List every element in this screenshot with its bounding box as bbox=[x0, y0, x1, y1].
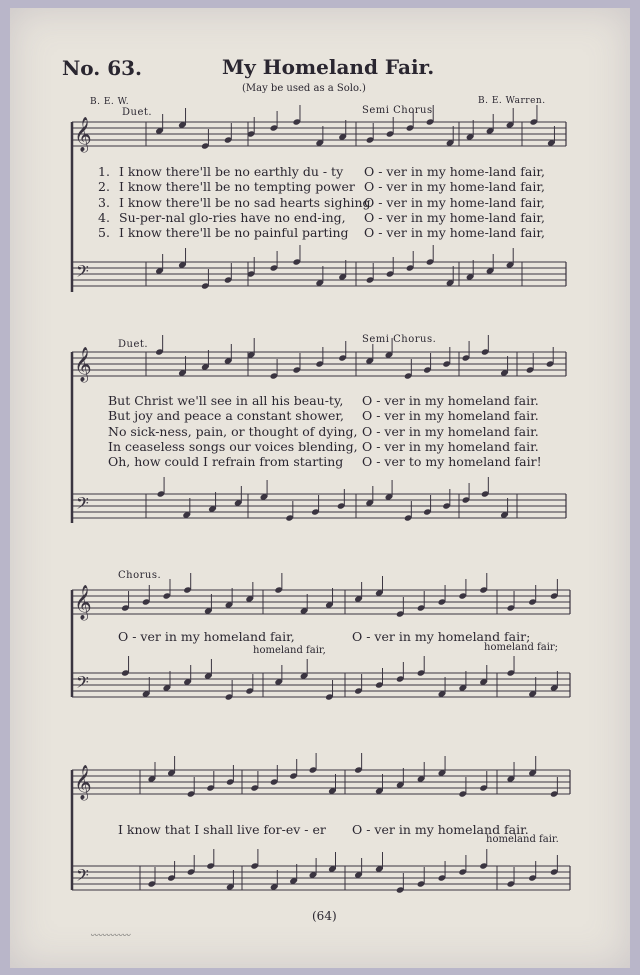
verse-number: 3. bbox=[98, 194, 110, 210]
music-credit: B. E. Warren. bbox=[478, 96, 546, 106]
chorus-lyric-a: O - ver in my homeland fair, bbox=[118, 629, 295, 644]
verse-refrain: O - ver in my home-land fair, bbox=[364, 179, 545, 195]
verse-line: But Christ we'll see in all his beau-ty, bbox=[108, 393, 344, 408]
treble-clef-icon: 𝄞 bbox=[74, 765, 92, 800]
verse-refrain: O - ver in my home-land fair, bbox=[364, 225, 545, 241]
verse-number: 2. bbox=[98, 179, 110, 195]
verse-refrain: O - ver to my homeland fair! bbox=[362, 454, 542, 470]
treble-clef-icon: 𝄞 bbox=[74, 585, 92, 620]
final-lyric-a: I know that I shall live for-ev - er bbox=[118, 822, 326, 837]
words-credit: B. E. W. bbox=[90, 97, 130, 107]
final-echo: homeland fair. bbox=[486, 834, 559, 845]
bass-clef-icon: 𝄢 bbox=[76, 493, 89, 517]
verse-line: I know there'll be no earthly du - ty bbox=[119, 164, 344, 179]
verse-number: 1. bbox=[98, 164, 110, 179]
verse-line: In ceaseless songs our voices blending, bbox=[108, 438, 358, 454]
system1-duet-label: Duet. bbox=[122, 107, 153, 118]
verse-line: I know there'll be no tempting power bbox=[119, 179, 355, 195]
final-lyric-b: O - ver in my homeland fair. bbox=[352, 822, 529, 837]
pencil-mark: 〰〰〰〰〰 bbox=[90, 931, 130, 940]
bass-clef-icon: 𝄢 bbox=[76, 865, 89, 889]
treble-clef-icon: 𝄞 bbox=[74, 347, 92, 382]
bass-clef-icon: 𝄢 bbox=[76, 672, 89, 696]
page-number: (64) bbox=[312, 909, 337, 923]
chorus-label: Chorus. bbox=[118, 570, 162, 581]
system2-duet-label: Duet. bbox=[118, 339, 149, 350]
hymn-subtitle: (May be used as a Solo.) bbox=[242, 83, 366, 94]
bass-clef-icon: 𝄢 bbox=[76, 261, 89, 285]
hymn-number: No. 63. bbox=[62, 56, 142, 80]
system1-semi-chorus-label: Semi Chorus bbox=[362, 105, 433, 116]
verse-line: I know there'll be no painful parting bbox=[119, 225, 349, 241]
hymn-title: My Homeland Fair. bbox=[222, 55, 435, 79]
verse-refrain: O - ver in my homeland fair. bbox=[362, 438, 539, 454]
verse-line: But joy and peace a constant shower, bbox=[108, 408, 344, 424]
verse-refrain: O - ver in my home-land fair, bbox=[364, 164, 545, 179]
verse-line: I know there'll be no sad hearts sighing bbox=[119, 194, 371, 210]
system2-semi-chorus-label: Semi Chorus. bbox=[362, 334, 437, 345]
chorus-echo-b: homeland fair; bbox=[484, 642, 559, 653]
verse-line: No sick-ness, pain, or thought of dying, bbox=[108, 423, 358, 439]
verse-number: 4. bbox=[98, 209, 110, 225]
chorus-echo-a: homeland fair, bbox=[253, 645, 326, 656]
verse-refrain: O - ver in my homeland fair. bbox=[362, 408, 539, 424]
verse-refrain: O - ver in my homeland fair. bbox=[362, 423, 539, 439]
verse-number: 5. bbox=[98, 225, 110, 241]
verse-refrain: O - ver in my home-land fair, bbox=[364, 194, 545, 210]
verse-line: Su-per-nal glo-ries have no end-ing, bbox=[119, 209, 346, 225]
verse-refrain: O - ver in my home-land fair, bbox=[364, 209, 545, 225]
verse-line: Oh, how could I refrain from starting bbox=[108, 454, 344, 470]
verse-refrain: O - ver in my homeland fair. bbox=[362, 393, 539, 408]
treble-clef-icon: 𝄞 bbox=[74, 117, 92, 152]
chorus-lyric-b: O - ver in my homeland fair; bbox=[352, 629, 531, 644]
